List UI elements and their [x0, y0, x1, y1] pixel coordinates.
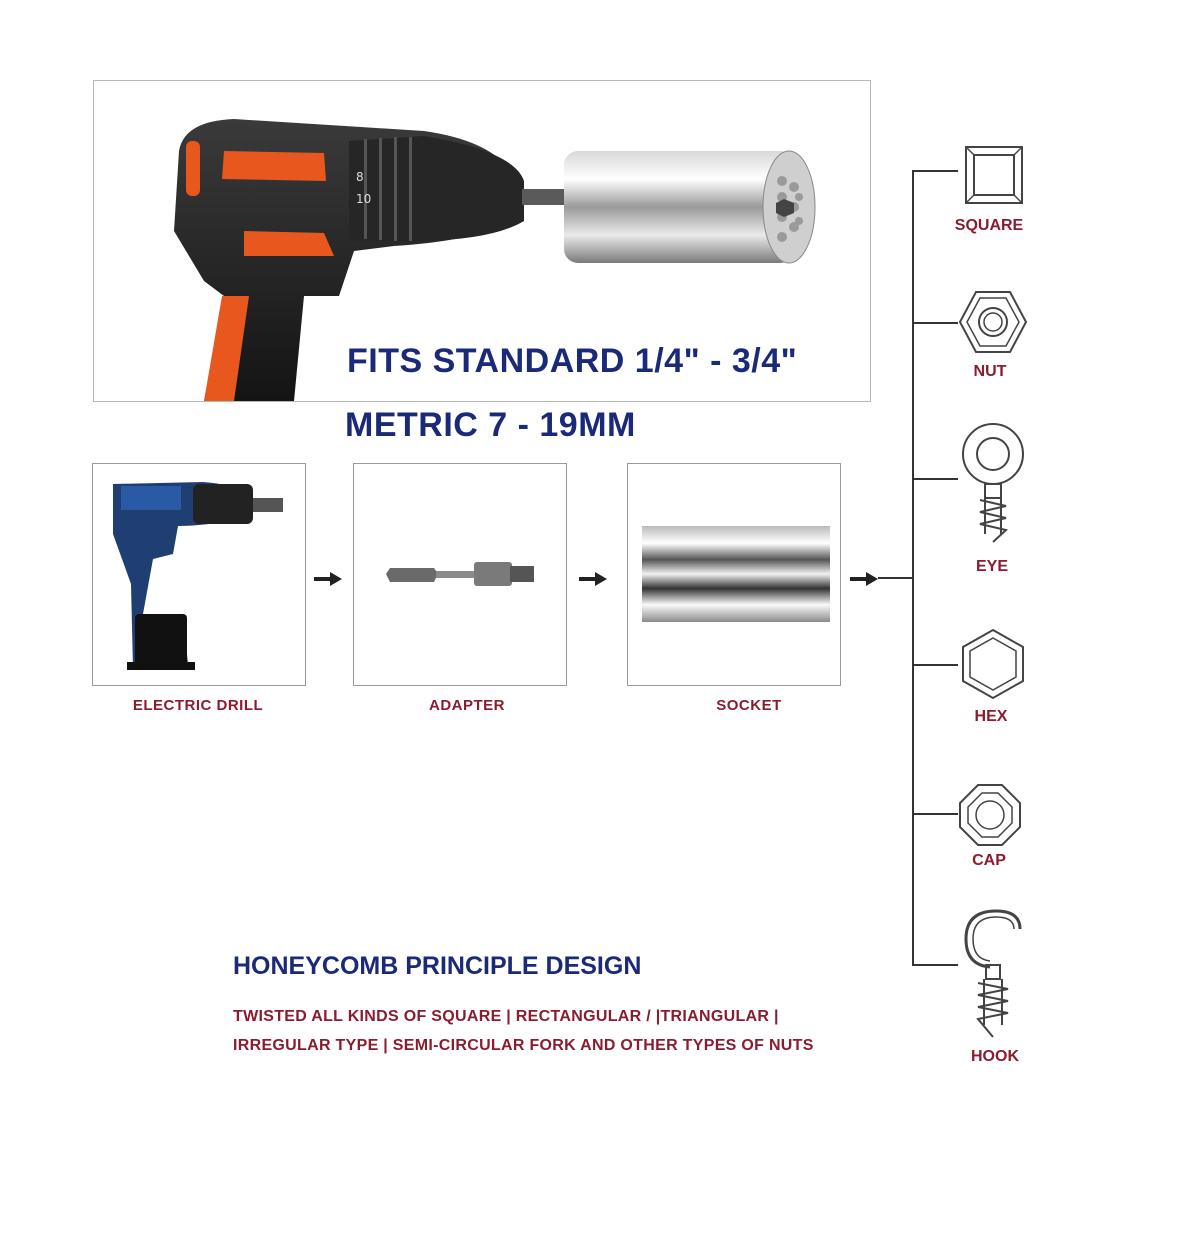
hex-label: HEX [974, 708, 1008, 725]
nut-label: NUT [973, 363, 1007, 380]
bracket-tick [912, 478, 958, 480]
bracket-tick [912, 813, 958, 815]
electric-drill-box [92, 463, 306, 686]
adapter-photo [354, 464, 566, 685]
design-description-line1: TWISTED ALL KINDS OF SQUARE | RECTANGULAR / |TRIANGULAR | [233, 1008, 779, 1025]
hook-label: HOOK [971, 1048, 1019, 1065]
svg-text:10: 10 [356, 192, 372, 206]
svg-text:8: 8 [356, 170, 364, 184]
square-nut-icon [962, 143, 1026, 207]
socket-photo [628, 464, 840, 685]
socket-label: SOCKET [716, 697, 782, 714]
bracket-tick [912, 322, 958, 324]
cap-nut-icon [958, 783, 1022, 847]
hook-screw-icon [958, 907, 1028, 1039]
drill-photo [93, 464, 305, 685]
honeycomb-title: HONEYCOMB PRINCIPLE DESIGN [233, 952, 642, 980]
flow-arrow-icon [314, 572, 342, 586]
design-description-line2: IRREGULAR TYPE | SEMI-CIRCULAR FORK AND OTHER TYPES OF NUTS [233, 1037, 814, 1054]
flow-arrow-icon [850, 572, 878, 586]
fits-standard-headline: FITS STANDARD 1/4" - 3/4" [347, 342, 798, 380]
adapter-label: ADAPTER [428, 697, 505, 714]
nut-icon [958, 290, 1028, 354]
eye-label: EYE [975, 558, 1008, 575]
metric-headline: METRIC 7 - 19MM [345, 406, 636, 444]
electric-drill-label: ELECTRIC DRILL [132, 697, 264, 714]
flow-arrow-icon [579, 572, 607, 586]
adapter-box [353, 463, 567, 686]
square-label: SQUARE [954, 217, 1024, 234]
socket-box [627, 463, 841, 686]
cap-label: CAP [972, 852, 1006, 869]
bracket-vertical-line [912, 170, 914, 966]
eye-bolt-icon [958, 420, 1028, 544]
bracket-tick [912, 964, 958, 966]
hex-icon [960, 628, 1026, 700]
bracket-tick [912, 170, 958, 172]
connector-line [878, 577, 913, 579]
bracket-tick [912, 664, 958, 666]
